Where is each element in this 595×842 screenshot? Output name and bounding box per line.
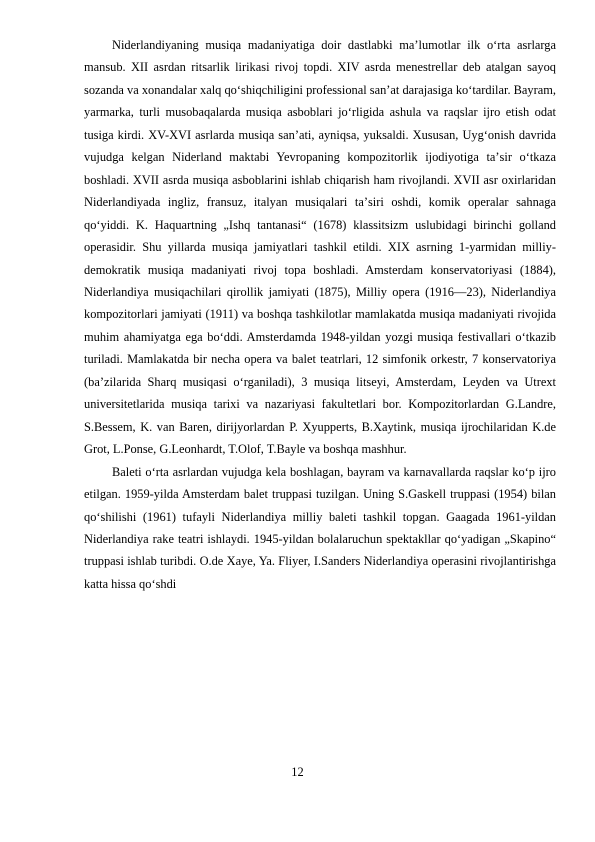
paragraph-music-history: Niderlandiyaning musiqa madaniyatiga doir dastlabki maʼlumotlar ilk oʻrta asrlarga mansub. XII asrdan ritsarlik lirikasi rivoj topdi. XIV asrda menestrellar deb atalgan sayoq sozanda va xonandalar xalq qoʻshiqchiligini professional sanʼat darajasiga koʻtardilar. Bayram, yarmarka, turli musobaqalarda musiqa asboblari joʻrligida ashula va raqslar ijro etish odat tusiga kirdi. XV-XVI asrlarda musiqa sanʼati, ayniqsa, yuksaldi. Xususan, Uygʻonish davrida vujudga kelgan Niderland maktabi Yevropaning kompozitorlik ijodiyotiga taʼsir oʻtkaza boshladi. XVII asrda musiqa asboblarini ishlab chiqarish ham rivojlandi. XVII asr oxirlaridan Niderlandiyada ingliz, fransuz, italyan musiqalari taʼsiri oshdi, komik operalar sahnaga qoʻyiddi. K. Haquartning „Ishq tantanasi“ (1678) klassitsizm uslubidagi birinchi golland operasidir. Shu yillarda musiqa jamiyatlari tashkil etildi. XIX asrning 1-yarmidan milliy-demokratik musiqa madaniyati rivoj topa boshladi. Amsterdam konservatoriyasi (1884), Niderlandiya musiqachilari qirollik jamiyati (1875), Milliy opera (1916—23), Niderlandiya kompozitorlari jamiyati (1911) va boshqa tashkilotlar mamlakatda musiqa madaniyati rivojida muhim ahamiyatga ega boʻddi. Amsterdamda 1948-yildan yozgi musiqa festivallari oʻtkazib turiladi. Mamlakatda bir necha opera va balet teatrlari, 12 simfonik orkestr, 7 konservatoriya (baʼzilarida Sharq musiqasi oʻrganiladi), 3 musiqa litseyi, Amsterdam, Leyden va Utrext universitetlarida musiqa tarixi va nazariyasi fakultetlari bor. Kompozitorlardan G.Landre, S.Bessem, K. van Baren, dirijyorlardan P. Xyupperts, B.Xaytink, musiqa ijrochilaridan K.de Grot, L.Ponse, G.Leonhardt, T.Olof, T.Bayle va boshqa mashhur. — [84, 38, 556, 457]
page-number: 12 — [291, 765, 304, 779]
document-page — [84, 34, 556, 595]
paragraph-ballet-history: Baleti oʻrta asrlardan vujudga kela boshlagan, bayram va karnavallarda raqslar koʻp ijro etilgan. 1959-yilda Amsterdam balet truppasi tuzilgan. Uning S.Gaskell truppasi (1954) bilan qoʻshilishi (1961) tufayli Niderlandiya milliy baleti tashkil topgan. Gaagada 1961-yildan Niderlandiya rake teatri ishlaydi. 1945-yildan bolalaruchun spektakllar qoʻyadigan „Skapino“ truppasi ishlab turibdi. O.de Xaye, Ya. Fliyer, I.Sanders Niderlandiya operasini rivojlantirishga katta hissa qoʻshdi — [84, 464, 556, 591]
